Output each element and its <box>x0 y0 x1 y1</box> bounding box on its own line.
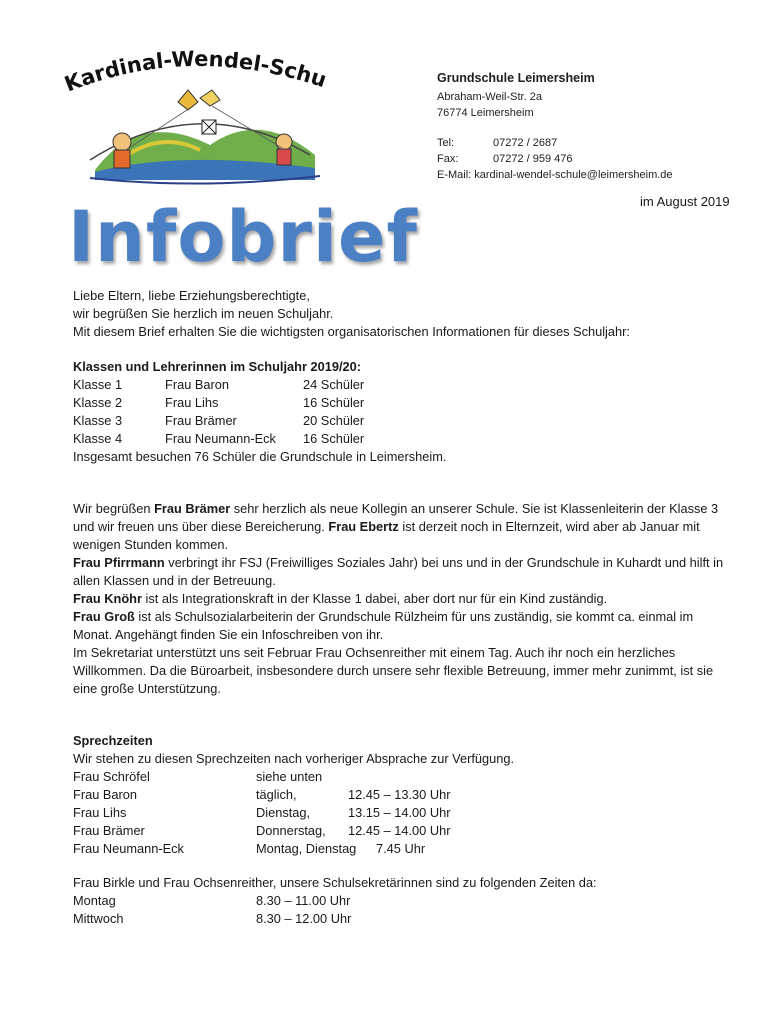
sekretariat-section <box>73 874 733 928</box>
sprechzeiten-heading: Sprechzeiten <box>73 733 153 748</box>
tel-row <box>437 135 673 151</box>
teacher-name: Frau Schröfel <box>73 769 150 784</box>
class-name: Klasse 3 <box>73 413 123 428</box>
staff-name: Frau Groß <box>73 609 135 624</box>
class-row <box>73 412 733 430</box>
email: E-Mail: kardinal-wendel-schule@leimersheim.de <box>437 169 673 181</box>
sprechzeit-row <box>73 786 733 804</box>
intro-line: Mit diesem Brief erhalten Sie die wichtigsten organisatorischen Informationen für dieses Schuljahr: <box>73 324 630 339</box>
headline: Infobrief <box>68 196 418 278</box>
school-name: Grundschule Leimersheim <box>437 71 595 85</box>
fax-number: 07272 / 959 476 <box>493 153 573 165</box>
teacher-name: Frau Brämer <box>73 823 145 838</box>
sprechzeit-row <box>73 768 733 786</box>
staff-paragraph <box>73 608 733 644</box>
tel-label: Tel: <box>437 137 455 149</box>
teacher-name: Frau Neumann-Eck <box>73 841 184 856</box>
sprechzeiten-section <box>73 732 733 858</box>
school-logo-drawing <box>60 50 340 190</box>
office-hours-row <box>73 910 733 928</box>
staff-name: Frau Ebertz <box>328 519 399 534</box>
time: 8.30 – 12.00 Uhr <box>256 911 352 926</box>
weekday: siehe unten <box>256 769 323 784</box>
time: 8.30 – 11.00 Uhr <box>256 893 351 908</box>
office-hours-row <box>73 892 733 910</box>
svg-text:Kardinal-Wendel-Schule <box>60 50 329 97</box>
intro-line: wir begrüßen Sie herzlich im neuen Schuljahr. <box>73 306 334 321</box>
city: 76774 Leimersheim <box>437 107 534 119</box>
sprechzeit-row <box>73 804 733 822</box>
class-name: Klasse 1 <box>73 377 123 392</box>
class-teacher: Frau Brämer <box>165 413 237 428</box>
text: Wir begrüßen <box>73 501 155 516</box>
sekretariat-intro: Frau Birkle und Frau Ochsenreither, unsere Schulsekretärinnen sind zu folgenden Zeiten da: <box>73 875 597 890</box>
class-name: Klasse 4 <box>73 431 123 446</box>
staff-paragraph <box>73 500 733 554</box>
time: 13.15 – 14.00 Uhr <box>348 805 451 820</box>
tel-number: 07272 / 2687 <box>493 137 558 149</box>
class-teacher: Frau Neumann-Eck <box>165 431 276 446</box>
school-logo <box>60 50 340 190</box>
time: 12.45 – 13.30 Uhr <box>348 787 451 802</box>
class-teacher: Frau Lihs <box>165 395 219 410</box>
class-students: 24 Schüler <box>303 377 365 392</box>
sprechzeiten-intro: Wir stehen zu diesen Sprechzeiten nach vorheriger Absprache zur Verfügung. <box>73 751 515 766</box>
sprechzeit-row <box>73 822 733 840</box>
class-row <box>73 394 733 412</box>
class-name: Klasse 2 <box>73 395 123 410</box>
intro-line: Liebe Eltern, liebe Erziehungsberechtigte, <box>73 288 310 303</box>
teacher-name: Frau Lihs <box>73 805 127 820</box>
staff-paragraph <box>73 554 733 590</box>
time: 7.45 Uhr <box>376 841 426 856</box>
weekday: Montag, Dienstag <box>256 841 357 856</box>
letter-date: im August 2019 <box>640 194 730 209</box>
class-students: 16 Schüler <box>303 431 365 446</box>
street: Abraham-Weil-Str. 2a <box>437 91 542 103</box>
address-block <box>437 70 673 183</box>
staff-name: Frau Knöhr <box>73 591 142 606</box>
staff-paragraph <box>73 590 733 608</box>
staff-name: Frau Pfirrmann <box>73 555 165 570</box>
sprechzeit-row <box>73 840 733 858</box>
fax-label: Fax: <box>437 153 459 165</box>
weekday: Donnerstag, <box>256 823 326 838</box>
staff-paragraph: Im Sekretariat unterstützt uns seit Februar Frau Ochsenreither mit einem Tag. Auch ihr noch ein herzliches Willkommen. Da die Büroarbeit, insbesondere durch unsere sehr flexible Betreuung, immer mehr zunimmt, ist sie eine große Unterstützung. <box>73 645 714 696</box>
logo-title: Kardinal-Wendel-Schu <box>61 50 330 97</box>
text: ist derzeit noch in Elternzeit, wird aber ab Januar mit wenigen Stunden kommen. <box>73 519 700 552</box>
class-row <box>73 430 733 448</box>
class-students: 16 Schüler <box>303 395 365 410</box>
text: ist als Integrationskraft in der Klasse 1 dabei, aber dort nur für ein Kind zuständig. <box>141 591 608 606</box>
classes-total: Insgesamt besuchen 76 Schüler die Grundschule in Leimersheim. <box>73 449 447 464</box>
class-students: 20 Schüler <box>303 413 365 428</box>
class-teacher: Frau Baron <box>165 377 230 392</box>
class-row <box>73 376 733 394</box>
time: 12.45 – 14.00 Uhr <box>348 823 451 838</box>
intro <box>73 287 733 341</box>
teacher-name: Frau Baron <box>73 787 138 802</box>
weekday: täglich, <box>256 787 297 802</box>
weekday: Montag <box>73 893 116 908</box>
text: ist als Schulsozialarbeiterin der Grundschule Rülzheim für uns zuständig, sie kommt ca. einmal im Monat. Angehängt finden Sie ein Infoschreiben von ihr. <box>73 609 694 642</box>
classes-section <box>73 358 733 466</box>
text: verbringt ihr FSJ (Freiwilliges Soziales Jahr) bei uns und in der Grundschule in Kuhardt und hilft in allen Klassen und in der Betreuung. <box>73 555 724 588</box>
staff-section <box>73 500 733 698</box>
weekday: Dienstag, <box>256 805 311 820</box>
classes-heading: Klassen und Lehrerinnen im Schuljahr 2019/20: <box>73 359 362 374</box>
text: sehr herzlich als neue Kollegin an unserer Schule. Sie ist Klassenleiterin der Klasse 3 und wir freuen uns über diese Bereicherung. <box>73 501 719 534</box>
staff-name: Frau Brämer <box>154 501 231 516</box>
fax-row <box>437 151 673 167</box>
weekday: Mittwoch <box>73 911 124 926</box>
